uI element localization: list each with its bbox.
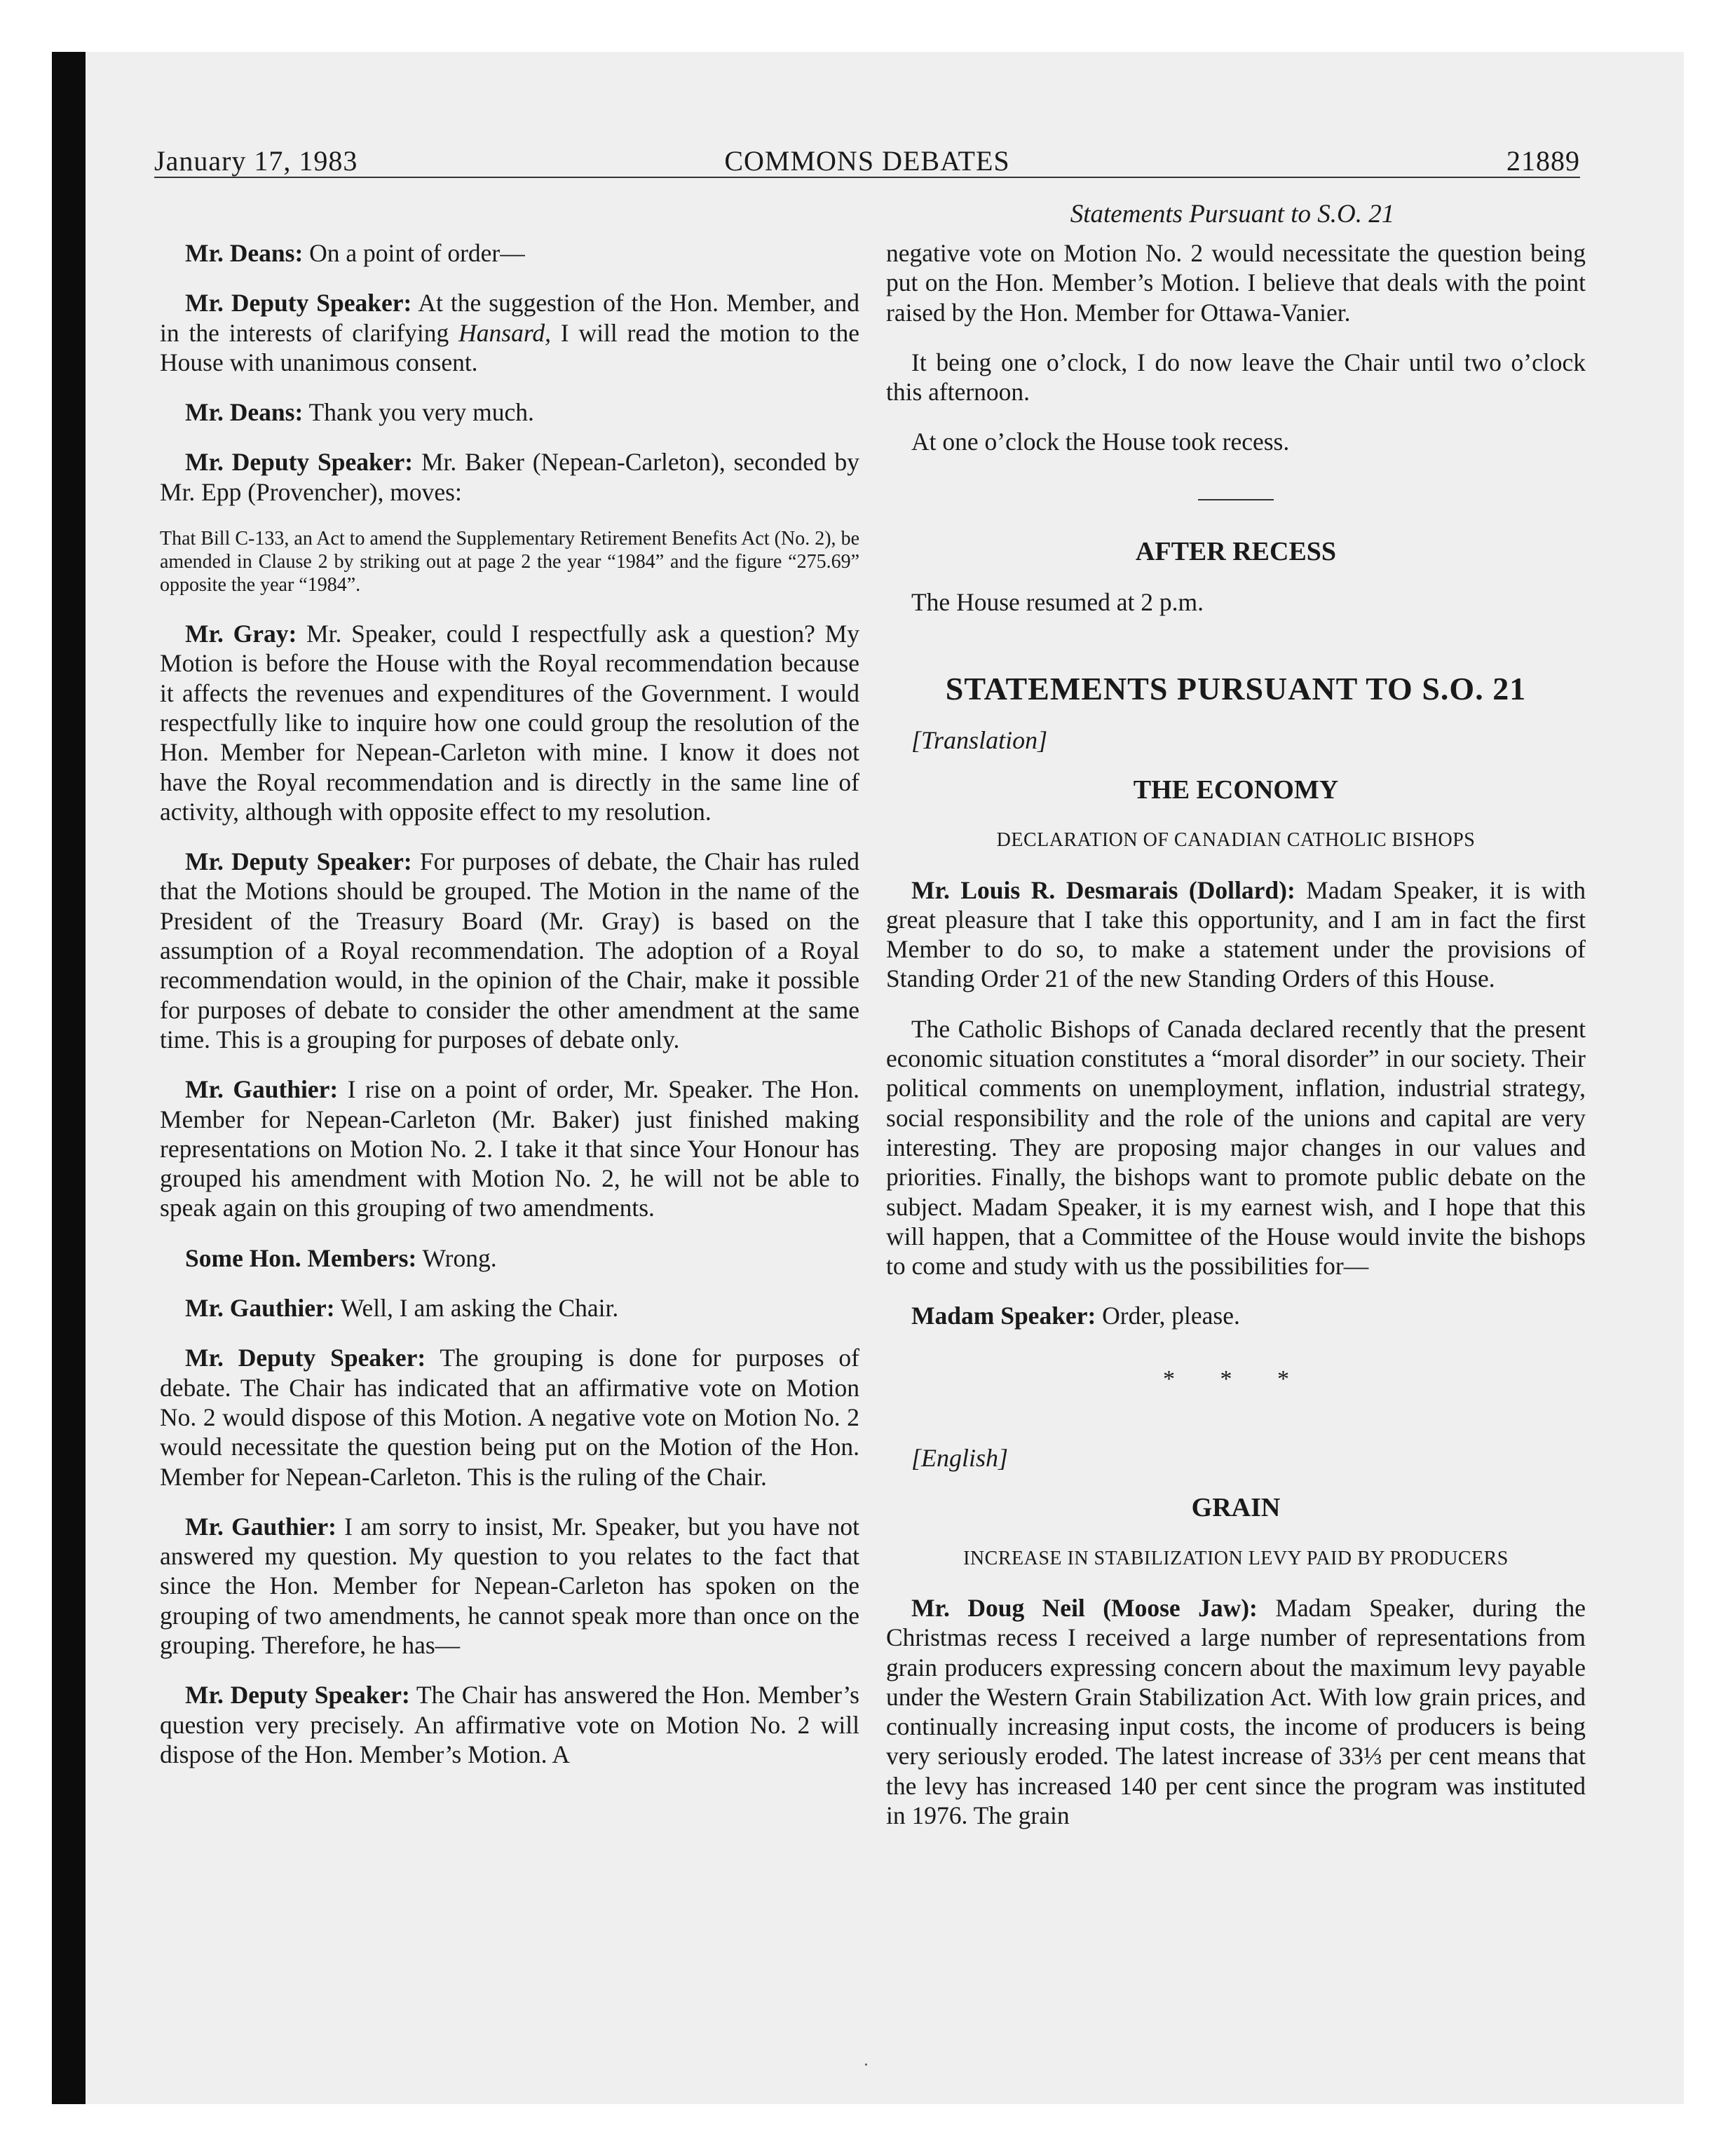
topic-heading: GRAIN <box>1191 1493 1281 1523</box>
left-column <box>160 238 859 1789</box>
speech-text: At the suggestion of the Hon. Member, and in the interests of clarifying <box>160 289 860 347</box>
speaker-name: Mr. Gauthier: <box>185 1075 339 1104</box>
header-date: January 17, 1983 <box>154 145 358 177</box>
paragraph <box>160 238 859 268</box>
paragraph: negative vote on Motion No. 2 would necessitate the question being put on the Hon. Member’s Motion. I believe that deals with the point raised by the Hon. Member for Ottawa-Vanier. <box>886 239 1586 327</box>
speech-text: Mr. Baker (Nepean-Carleton), seconded by Mr. Epp (Provencher), moves: <box>160 448 859 506</box>
right-column <box>886 238 1586 1850</box>
speaker-name: Mr. Louis R. Desmarais (Dollard): <box>911 875 1295 904</box>
paragraph <box>160 619 859 826</box>
section-divider <box>1198 499 1274 500</box>
speech-text: On a point of order— <box>303 239 525 267</box>
speaker-name: Mr. Gray: <box>185 620 297 648</box>
speech-text: Thank you very much. <box>303 398 534 427</box>
speech-text: Madam Speaker, during the Christmas recess I received a large number of representations from grain producers expressing concern about the maximum levy payable under the Western Grain Stabilization Act. With low grain prices, and continually increasing input costs, the income of producers is being very seriously eroded. The latest increase of 33⅓ per cent means that the levy has increased 140 per cent since the program was instituted in 1976. The grain <box>886 1593 1586 1829</box>
language-tag: [Translation] <box>911 725 1048 754</box>
italic-term: Hansard, <box>458 318 551 347</box>
speech-text: Order, please. <box>1096 1302 1240 1330</box>
paragraph: It being one o’clock, I do now leave the Chair until two o’clock this afternoon. <box>886 348 1586 407</box>
speech-text: Madam Speaker, it is with great pleasure that I take this opportunity, and I am in fact the first Member to do so, to make a statement under the provisions of Standing Order 21 of the new Standing Orders of this House. <box>886 875 1586 993</box>
speech-text: The grouping is done for purposes of debate. The Chair has indicated that an affirmative vote on Motion No. 2 would dispose of this Motion. A negative vote on Motion No. 2 would necessitate the question being put on the Motion of the Hon. Member for Nepean-Carleton. This is the ruling of the Chair. <box>160 1344 860 1491</box>
page-number: 21889 <box>1506 145 1580 177</box>
speaker-name: Mr. Deputy Speaker: <box>185 1681 410 1710</box>
speaker-name: Mr. Doug Neil (Moose Jaw): <box>911 1593 1258 1622</box>
paragraph <box>160 447 859 507</box>
running-head: Statements Pursuant to S.O. 21 <box>1070 200 1395 228</box>
speaker-name: Mr. Deans: <box>185 398 304 427</box>
paragraph <box>160 1512 859 1660</box>
paragraph <box>160 1243 859 1273</box>
speech-text: The Chair has answered the Hon. Member’s question very precisely. An affirmative vote on Motion No. 2 will dispose of the Hon. Member’s Motion. A <box>160 1681 859 1768</box>
speaker-name: Mr. Gauthier: <box>185 1512 336 1541</box>
paragraph <box>160 1293 859 1323</box>
paragraph <box>160 847 859 1054</box>
section-break-stars: * * * <box>1163 1365 1309 1392</box>
speech-text: Mr. Speaker, could I respectfully ask a question? My Motion is before the House with the Royal recommendation because it affects the revenues and expenditures of the Government. I would respectfully like to inquire how one could group the resolution of the Hon. Member for Nepean-Carleton with mine. I know it does not have the Royal recommendation and is directly in the same line of activity, although with opposite effect to my resolution. <box>160 620 859 826</box>
speech-text: I will read the motion to the House with unanimous consent. <box>160 318 859 376</box>
after-recess-heading: AFTER RECESS <box>1135 536 1337 566</box>
speaker-name: Mr. Deans: <box>185 239 304 267</box>
speaker-name: Some Hon. Members: <box>185 1243 417 1272</box>
speaker-name: Mr. Gauthier: <box>185 1294 335 1323</box>
speaker-name: Madam Speaker: <box>911 1302 1096 1330</box>
speaker-name: Mr. Deputy Speaker: <box>185 448 414 477</box>
speech-text: Wrong. <box>416 1243 497 1272</box>
paragraph: At one o’clock the House took recess. <box>911 428 1290 456</box>
paragraph <box>886 1301 1586 1330</box>
speech-text: For purposes of debate, the Chair has ruled that the Motions should be grouped. The Motion in the name of the President of the Treasury Board (Mr. Gray) is based on the assumption of a Royal recommendation. The adoption of a Royal recommendation would, in the opinion of the Chair, make it possible for purposes of debate to consider the other amendment at the same time. This is a grouping for purposes of debate only. <box>160 847 859 1053</box>
paragraph <box>160 397 859 427</box>
motion-text: That Bill C-133, an Act to amend the Supplementary Retirement Benefits Act (No. 2), be amended in Clause 2 by striking out at page 2 the year “1984” and the figure “275.69” opposite the year “1984”. <box>160 528 859 596</box>
header-rule <box>154 177 1580 178</box>
page-header <box>154 144 1580 175</box>
section-heading: STATEMENTS PURSUANT TO S.O. 21 <box>945 671 1527 707</box>
header-title: COMMONS DEBATES <box>724 145 1010 177</box>
paragraph <box>160 1343 859 1491</box>
paragraph: The Catholic Bishops of Canada declared recently that the present economic situation constitutes a “moral disorder” in our society. Their political comments on unemployment, inflation, industrial strategy, social responsibility and the role of the unions and capital are very interesting. They are proposing major changes in our values and priorities. Finally, the bishops want to promote public debate on the subject. Madam Speaker, it is my earnest wish, and I hope that this will happen, that a Committee of the House would invite the bishops to come and study with us the possibilities for— <box>886 1014 1586 1281</box>
topic-subheading: INCREASE IN STABILIZATION LEVY PAID BY PRODUCERS <box>963 1547 1509 1569</box>
paragraph: The House resumed at 2 p.m. <box>911 588 1204 617</box>
topic-subheading: DECLARATION OF CANADIAN CATHOLIC BISHOPS <box>996 829 1476 852</box>
paragraph <box>160 1680 859 1769</box>
scan-speck <box>865 2063 867 2066</box>
speaker-name: Mr. Deputy Speaker: <box>185 289 412 318</box>
paragraph <box>886 1593 1586 1830</box>
speaker-name: Mr. Deputy Speaker: <box>185 847 412 876</box>
speech-text: I rise on a point of order, Mr. Speaker. The Hon. Member for Nepean-Carleton (Mr. Baker) just finished making representations on Motion No. 2. I take it that since Your Honour has grouped his amendment with Motion No. 2, he will not be able to speak again on this grouping of two amendments. <box>160 1075 860 1222</box>
topic-heading: THE ECONOMY <box>1133 775 1339 805</box>
paragraph <box>160 288 859 377</box>
speaker-name: Mr. Deputy Speaker: <box>185 1344 426 1372</box>
paragraph <box>886 875 1586 994</box>
paragraph <box>160 1074 859 1222</box>
language-tag: [English] <box>911 1444 1009 1473</box>
speech-text: Well, I am asking the Chair. <box>334 1294 619 1323</box>
speech-text: I am sorry to insist, Mr. Speaker, but you have not answered my question. My question to you relates to the fact that since the Hon. Member for Nepean-Carleton has spoken on the grouping of two amendments, he cannot speak more than once on the grouping. Therefore, he has— <box>160 1512 859 1659</box>
binding-edge <box>52 52 86 2104</box>
